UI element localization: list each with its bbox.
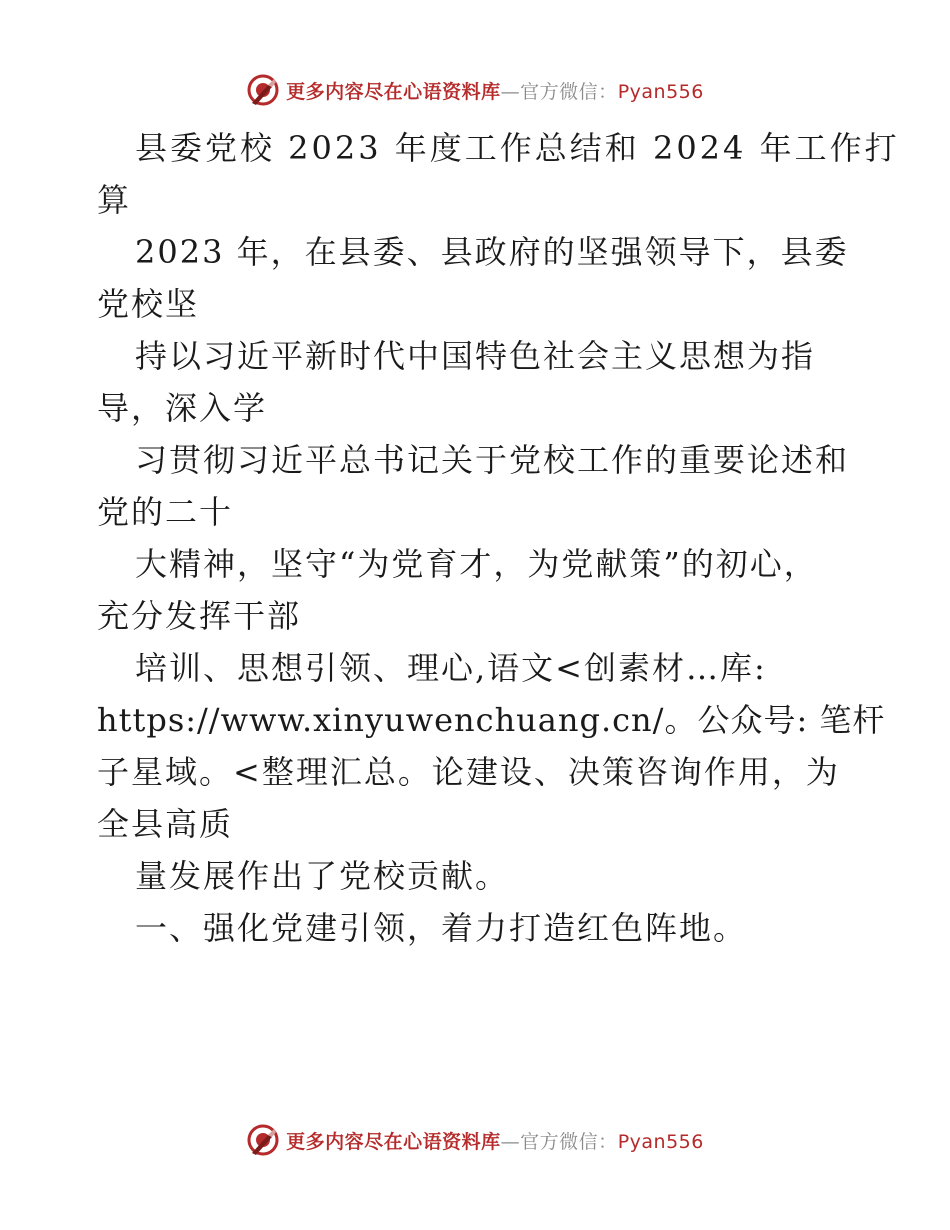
header-watermark — [0, 70, 950, 110]
section-heading: 一、强化党建引领，着力打造红色阵地。 — [135, 909, 748, 947]
watermark-text: 更多内容尽在心语资料库—官方微信：Pyan556 — [286, 80, 704, 103]
paragraph-line: 大精神，坚守“为党育才，为党献策”的初心， — [135, 545, 818, 583]
paragraph-line: 习贯彻习近平总书记关于党校工作的重要论述和 — [135, 441, 850, 479]
paragraph-line: 导，深入学 — [97, 389, 268, 427]
paragraph-url-line: https://www.xinyuwenchuang.cn/。公众号: 笔杆 — [97, 701, 886, 739]
document-body — [97, 122, 900, 954]
paragraph-line: 充分发挥干部 — [97, 597, 302, 635]
paragraph-line: 量发展作出了党校贡献。 — [135, 857, 510, 895]
pen-logo-icon — [246, 1123, 280, 1157]
pen-logo-icon — [246, 73, 280, 107]
paragraph-line: 算 — [97, 181, 132, 219]
footer-watermark — [0, 1120, 950, 1160]
document-title-line: 县委党校 2023 年度工作总结和 2024 年工作打 — [135, 129, 900, 167]
watermark-text: 更多内容尽在心语资料库—官方微信：Pyan556 — [286, 1130, 704, 1153]
paragraph-line: 子星域。<整理汇总。论建设、决策咨询作用，为 — [97, 753, 840, 791]
paragraph-line: 全县高质 — [97, 805, 234, 843]
paragraph-line: 培训、思想引领、理心,语文<创素材…库: — [135, 649, 767, 687]
paragraph-line: 持以习近平新时代中国特色社会主义思想为指 — [135, 337, 816, 375]
paragraph-line: 党校坚 — [97, 285, 200, 323]
paragraph-line: 党的二十 — [97, 493, 234, 531]
paragraph-line: 2023 年，在县委、县政府的坚强领导下，县委 — [135, 233, 849, 271]
